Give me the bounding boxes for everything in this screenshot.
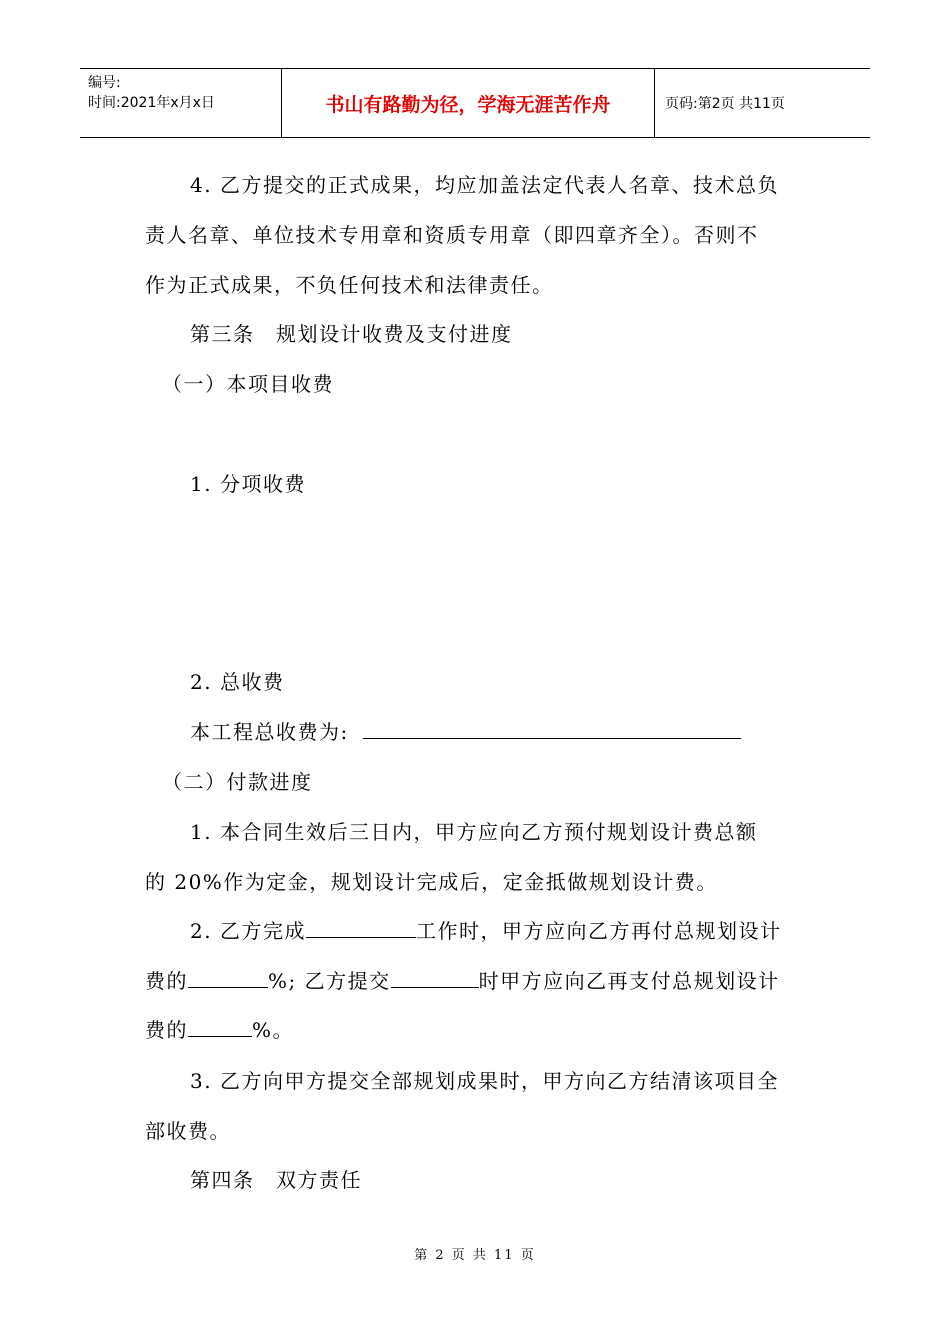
paragraph-line: 3. 乙方向甲方提交全部规划成果时，甲方向乙方结清该项目全 — [190, 1069, 779, 1093]
paragraph-line: 作为正式成果，不负任何技术和法律责任。 — [145, 273, 554, 297]
header-meta — [80, 69, 282, 137]
text-fragment: 2. 乙方完成 — [190, 919, 306, 943]
document-number-label: 编号: — [88, 75, 121, 91]
section-heading: （二）付款进度 — [162, 770, 313, 794]
paragraph-line: 4. 乙方提交的正式成果，均应加盖法定代表人名章、技术总负 — [190, 173, 779, 197]
paragraph-line: 1. 本合同生效后三日内，甲方应向乙方预付规划设计费总额 — [190, 820, 758, 844]
section-heading: （一）本项目收费 — [162, 372, 334, 396]
document-time-label: 时间:2021年x月x日 — [88, 95, 215, 111]
paragraph-line — [145, 968, 780, 994]
text-fragment: 费的 — [145, 1018, 188, 1042]
item-heading: 1. 分项收费 — [190, 472, 306, 496]
paragraph-line: 的 20%作为定金，规划设计完成后，定金抵做规划设计费。 — [145, 870, 718, 894]
total-fee-label: 本工程总收费为: — [190, 720, 349, 744]
text-fragment: 时甲方应向乙再支付总规划设计 — [478, 969, 780, 993]
paragraph-line — [190, 918, 781, 944]
completion-stage-blank[interactable] — [306, 919, 416, 938]
page-header — [80, 68, 870, 138]
paragraph-line: 责人名章、单位技术专用章和资质专用章（即四章齐全）。否则不 — [145, 223, 759, 247]
text-fragment: 工作时，甲方应向乙方再付总规划设计 — [415, 919, 782, 943]
text-fragment: %; 乙方提交 — [268, 969, 391, 993]
paragraph-line: 部收费。 — [145, 1119, 231, 1143]
article-heading: 第三条 规划设计收费及支付进度 — [190, 322, 513, 346]
total-fee-blank[interactable] — [363, 720, 741, 739]
header-page-info: 页码:第2页 共11页 — [665, 96, 785, 112]
page-footer: 第 2 页 共 11 页 — [414, 1248, 536, 1263]
header-motto: 书山有路勤为径，学海无涯苦作舟 — [282, 69, 655, 137]
submission-blank[interactable] — [391, 969, 479, 988]
article-heading: 第四条 双方责任 — [190, 1168, 362, 1192]
percent-blank-1[interactable] — [188, 969, 268, 988]
text-fragment: %。 — [252, 1018, 295, 1042]
total-fee-line — [190, 719, 741, 745]
text-fragment: 费的 — [145, 969, 188, 993]
paragraph-line — [145, 1017, 294, 1043]
item-heading: 2. 总收费 — [190, 670, 285, 694]
percent-blank-2[interactable] — [188, 1018, 252, 1037]
